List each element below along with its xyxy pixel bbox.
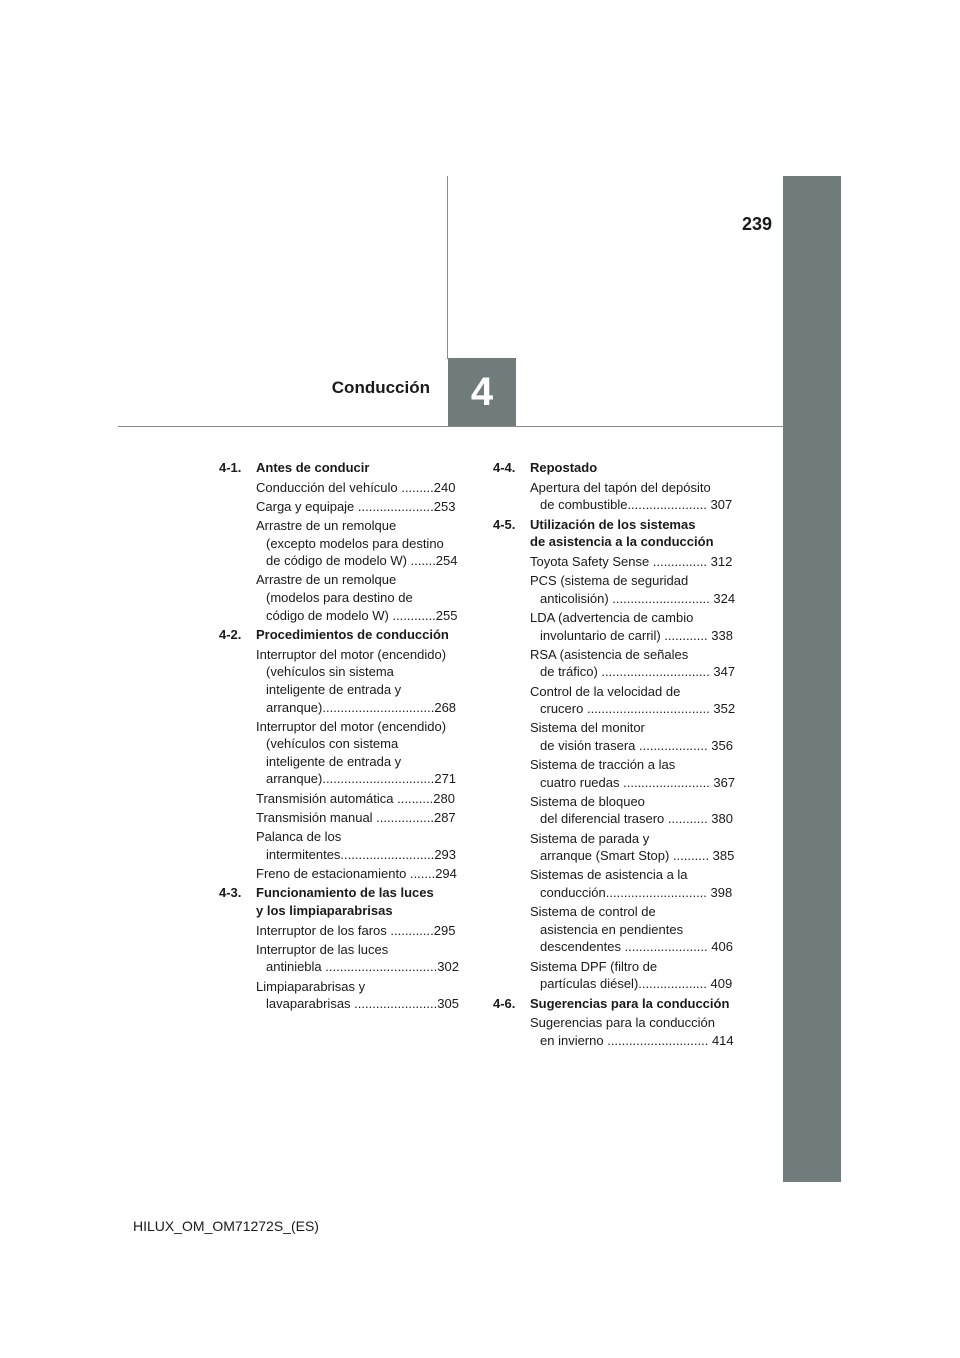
toc-entry-text: Transmisión manual ................287 [256, 809, 456, 825]
toc-section-title: Procedimientos de conducción [256, 627, 449, 643]
toc-entry[interactable] [530, 830, 741, 865]
toc-entry-text: RSA (asistencia de señales de tráfico) .............................. 347 [530, 646, 736, 680]
page-number: 239 [741, 214, 772, 234]
toc-entry[interactable] [256, 517, 469, 570]
toc-entry[interactable] [530, 646, 741, 681]
toc-entry[interactable] [256, 865, 469, 883]
toc-section-title: Repostado [530, 460, 598, 475]
toc-entry[interactable] [256, 941, 469, 976]
horizontal-rule [118, 426, 783, 427]
toc-entry-text: Interruptor del motor (encendido) (vehículos sin sistema inteligente de entrada y arranque)...............................268 [256, 646, 457, 715]
toc-entry-text: Interruptor de los faros ............295 [256, 922, 456, 938]
chapter-number-box: 4 [448, 358, 516, 426]
chapter-title: Conducción [331, 378, 430, 397]
toc-entry[interactable] [256, 479, 469, 497]
toc-entry[interactable] [530, 553, 741, 571]
toc-entry-text: Interruptor de las luces antiniebla ...............................302 [256, 941, 459, 975]
toc-entry[interactable] [256, 790, 469, 808]
toc-section-heading [219, 626, 469, 644]
toc-entry-text: Sugerencias para la conducción en invierno ............................ 414 [530, 1015, 734, 1048]
document-footer: HILUX_OM_OM71272S_(ES) [133, 1218, 319, 1234]
vertical-rule [447, 176, 448, 359]
toc-section-title: Funcionamiento de las luces y los limpiaparabrisas [256, 885, 434, 918]
toc-entry-text: Palanca de los intermitentes..........................293 [256, 829, 457, 862]
toc-section-heading [493, 995, 741, 1013]
toc-entry[interactable] [530, 866, 741, 901]
toc-entry-text: Arrastre de un remolque (excepto modelos para destino de código de modelo W) .......254 [256, 517, 458, 569]
toc-section-title: Sugerencias para la conducción [530, 995, 730, 1011]
toc-section-heading [493, 459, 741, 477]
toc-section [219, 626, 469, 882]
toc-entry-text: Sistemas de asistencia a la conducción............................ 398 [530, 867, 733, 900]
toc-entry[interactable] [530, 903, 741, 956]
toc-section-heading [219, 884, 469, 919]
toc-entry[interactable] [256, 646, 469, 716]
toc-section [493, 995, 741, 1050]
toc-entry[interactable] [256, 828, 469, 863]
toc-entry-text: Interruptor del motor (encendido) (vehículos con sistema inteligente de entrada y arranque)...............................271 [256, 718, 457, 787]
toc-section [219, 884, 469, 1012]
toc-entry[interactable] [530, 609, 741, 644]
toc-section [219, 459, 469, 624]
toc-entry-text: Carga y equipaje .....................253 [256, 498, 456, 514]
toc-section-title: Antes de conducir [256, 460, 370, 475]
toc-entry-text: Sistema de parada y arranque (Smart Stop) .......... 385 [530, 830, 735, 864]
toc-entry-text: Apertura del tapón del depósito de combustible...................... 307 [530, 479, 733, 513]
toc-entry-text: Sistema DPF (filtro de partículas diésel)................... 409 [530, 958, 733, 992]
toc-entry[interactable] [256, 498, 469, 516]
toc-entry[interactable] [530, 479, 741, 514]
toc-entry[interactable] [530, 793, 741, 828]
toc-section-number: 4-3. [219, 885, 242, 901]
toc-entry-text: Sistema de tracción a las cuatro ruedas ........................ 367 [530, 757, 736, 790]
toc-entry[interactable] [256, 571, 469, 624]
toc-entry[interactable] [530, 1014, 741, 1049]
toc-entry-text: Sistema del monitor de visión trasera ................... 356 [530, 720, 733, 753]
toc-entry-text: Transmisión automática ..........280 [256, 790, 455, 806]
toc-section-number: 4-1. [219, 460, 242, 475]
toc-section-heading [219, 459, 469, 477]
toc-entry-text: Limpiaparabrisas y lavaparabrisas .......................305 [256, 978, 459, 1012]
toc-section-title: Utilización de los sistemas de asistencia a la conducción [530, 516, 714, 550]
toc-section-number: 4-6. [493, 995, 516, 1011]
toc-entry[interactable] [256, 922, 469, 940]
toc-section [493, 459, 741, 514]
toc-entry-text: LDA (advertencia de cambio involuntario de carril) ............ 338 [530, 609, 733, 643]
toc-entry[interactable] [256, 809, 469, 827]
toc-section-number: 4-2. [219, 627, 242, 643]
toc-column-right [493, 459, 741, 1052]
toc-entry-text: Sistema de control de asistencia en pendientes descendentes ....................... 406 [530, 904, 733, 955]
toc-entry[interactable] [530, 683, 741, 718]
toc-entry[interactable] [530, 572, 741, 607]
toc-column-left [219, 459, 469, 1015]
toc-entry-text: PCS (sistema de seguridad anticolisión) ........................... 324 [530, 573, 736, 606]
toc-section-number: 4-5. [493, 516, 516, 532]
toc-entry-text: Toyota Safety Sense ............... 312 [530, 553, 733, 569]
toc-entry[interactable] [256, 718, 469, 788]
toc-entry[interactable] [530, 756, 741, 791]
toc-section [493, 516, 741, 993]
toc-section-number: 4-4. [493, 460, 516, 475]
chapter-side-tab [783, 176, 841, 1182]
toc-entry[interactable] [530, 958, 741, 993]
toc-entry[interactable] [256, 978, 469, 1013]
toc-section-heading [493, 516, 741, 551]
toc-entry-text: Conducción del vehículo .........240 [256, 479, 456, 495]
toc-entry-text: Freno de estacionamiento .......294 [256, 865, 457, 881]
toc-entry-text: Arrastre de un remolque (modelos para destino de código de modelo W) ............255 [256, 572, 458, 623]
toc-entry-text: Control de la velocidad de crucero .................................. 352 [530, 683, 736, 717]
toc-entry[interactable] [530, 719, 741, 754]
toc-entry-text: Sistema de bloqueo del diferencial trasero ........... 380 [530, 793, 733, 827]
